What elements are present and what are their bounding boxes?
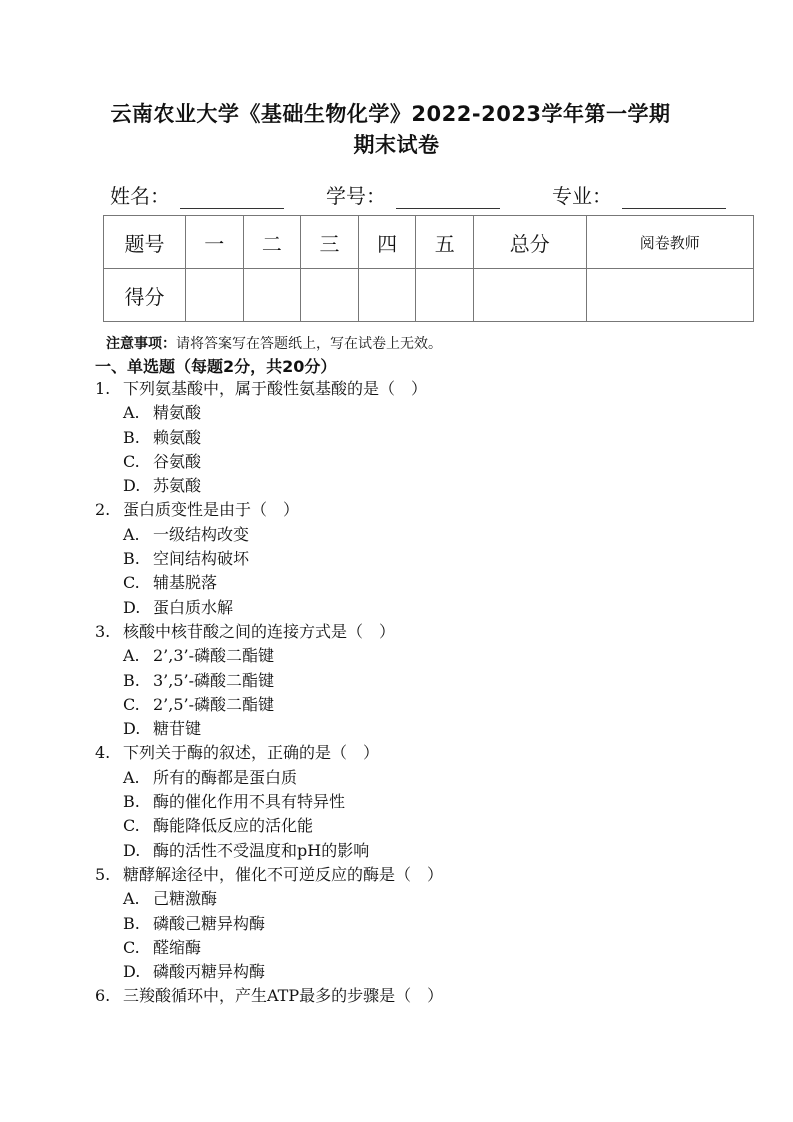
answer-option xyxy=(95,426,443,450)
option-letter: D. xyxy=(123,840,141,860)
answer-option xyxy=(95,547,443,571)
answer-option xyxy=(95,596,443,620)
question-number: 3. xyxy=(95,621,111,641)
answer-option xyxy=(95,523,443,547)
option-letter: A. xyxy=(123,646,140,666)
option-text: 辅基脱落 xyxy=(153,573,218,593)
option-text: 醛缩酶 xyxy=(153,937,202,957)
answer-option xyxy=(95,669,443,693)
header-cell: 阅卷教师 xyxy=(586,216,753,269)
option-text: 蛋白质水解 xyxy=(153,597,234,617)
answer-option xyxy=(95,474,443,498)
option-text: 2’,3’-磷酸二酯键 xyxy=(153,646,275,666)
score-cell xyxy=(186,269,244,322)
score-cell xyxy=(416,269,474,322)
option-letter: C. xyxy=(123,694,140,714)
option-letter: A. xyxy=(123,767,140,787)
option-letter: C. xyxy=(123,573,140,593)
header-cell: 三 xyxy=(301,216,359,269)
option-text: 精氨酸 xyxy=(153,403,202,423)
score-cell xyxy=(474,269,586,322)
option-text: 所有的酶都是蛋白质 xyxy=(153,767,298,787)
option-letter: D. xyxy=(123,476,141,496)
exam-subtitle: 期末试卷 xyxy=(353,133,440,157)
option-text: 糖苷键 xyxy=(153,719,202,739)
question-list xyxy=(95,377,443,1009)
score-cell xyxy=(243,269,301,322)
exam-title: 云南农业大学《基础生物化学》2022-2023学年第一学期 xyxy=(110,102,671,126)
option-letter: B. xyxy=(123,670,140,690)
header-cell: 题号 xyxy=(104,216,186,269)
question-text: 糖酵解途径中，催化不可逆反应的酶是（ ） xyxy=(123,864,444,884)
option-letter: C. xyxy=(123,451,140,471)
option-text: 酶的活性不受温度和pH的影响 xyxy=(153,840,370,860)
option-letter: B. xyxy=(123,792,140,812)
option-letter: C. xyxy=(123,937,140,957)
score-row xyxy=(104,269,754,322)
question xyxy=(95,863,443,887)
option-text: 3’,5’-磷酸二酯键 xyxy=(153,670,275,690)
answer-option xyxy=(95,790,443,814)
question-text: 下列氨基酸中，属于酸性氨基酸的是（ ） xyxy=(123,379,428,398)
answer-option xyxy=(95,936,443,960)
option-letter: D. xyxy=(123,719,141,739)
name-blank[interactable] xyxy=(180,186,284,209)
option-letter: B. xyxy=(123,913,140,933)
question xyxy=(95,741,443,765)
major-blank[interactable] xyxy=(622,186,726,209)
name-label: 姓名： xyxy=(110,184,170,208)
option-letter: D. xyxy=(123,597,141,617)
answer-option xyxy=(95,693,443,717)
question-number: 6. xyxy=(95,986,111,1006)
option-letter: A. xyxy=(123,403,140,423)
option-text: 谷氨酸 xyxy=(153,451,202,471)
question xyxy=(95,620,443,644)
question-number: 2. xyxy=(95,500,111,520)
answer-option xyxy=(95,401,443,425)
question-number: 1. xyxy=(95,379,111,398)
score-table xyxy=(103,215,754,322)
option-letter: D. xyxy=(123,962,141,982)
score-cell xyxy=(301,269,359,322)
option-text: 磷酸己糖异构酶 xyxy=(153,913,266,933)
option-letter: A. xyxy=(123,889,140,909)
question-text: 蛋白质变性是由于（ ） xyxy=(123,500,300,520)
option-text: 2’,5’-磷酸二酯键 xyxy=(153,694,275,714)
answer-option xyxy=(95,814,443,838)
option-text: 磷酸丙糖异构酶 xyxy=(153,962,266,982)
answer-option xyxy=(95,644,443,668)
question xyxy=(95,984,443,1008)
option-text: 酶的催化作用不具有特异性 xyxy=(153,792,346,812)
score-row-label: 得分 xyxy=(104,269,186,322)
header-cell: 二 xyxy=(243,216,301,269)
answer-option xyxy=(95,571,443,595)
section-title: 一、单选题（每题2分，共20分） xyxy=(95,357,337,376)
option-text: 一级结构改变 xyxy=(153,524,250,544)
option-text: 苏氨酸 xyxy=(153,476,202,496)
major-label: 专业： xyxy=(552,184,612,208)
answer-option xyxy=(95,450,443,474)
notice xyxy=(106,333,442,353)
question xyxy=(95,498,443,522)
option-letter: C. xyxy=(123,816,140,836)
option-letter: B. xyxy=(123,549,140,569)
answer-option xyxy=(95,766,443,790)
answer-option xyxy=(95,960,443,984)
option-text: 己糖激酶 xyxy=(153,889,218,909)
header-cell: 五 xyxy=(416,216,474,269)
notice-text: 请将答案写在答题纸上，写在试卷上无效。 xyxy=(176,336,442,352)
header-cell: 一 xyxy=(186,216,244,269)
name-field[interactable] xyxy=(110,180,284,209)
major-field[interactable] xyxy=(552,180,726,209)
header-cell: 四 xyxy=(358,216,416,269)
header-cell: 总分 xyxy=(474,216,586,269)
notice-label: 注意事项： xyxy=(106,336,176,352)
option-letter: A. xyxy=(123,524,140,544)
score-cell xyxy=(358,269,416,322)
answer-option xyxy=(95,839,443,863)
question-number: 5. xyxy=(95,864,111,884)
student-id-label: 学号： xyxy=(326,184,386,208)
score-cell xyxy=(586,269,753,322)
score-table-header xyxy=(104,216,754,269)
question-text: 下列关于酶的叙述，正确的是（ ） xyxy=(123,743,380,763)
option-text: 酶能降低反应的活化能 xyxy=(153,816,314,836)
option-text: 空间结构破坏 xyxy=(153,549,250,569)
student-id-blank[interactable] xyxy=(396,186,500,209)
question-number: 4. xyxy=(95,743,111,763)
option-text: 赖氨酸 xyxy=(153,427,202,447)
answer-option xyxy=(95,887,443,911)
question-text: 核酸中核苷酸之间的连接方式是（ ） xyxy=(123,621,396,641)
answer-option xyxy=(95,912,443,936)
question-text: 三羧酸循环中，产生ATP最多的步骤是（ ） xyxy=(123,986,444,1006)
answer-option xyxy=(95,717,443,741)
question xyxy=(95,377,443,401)
student-id-field[interactable] xyxy=(326,180,500,209)
option-letter: B. xyxy=(123,427,140,447)
